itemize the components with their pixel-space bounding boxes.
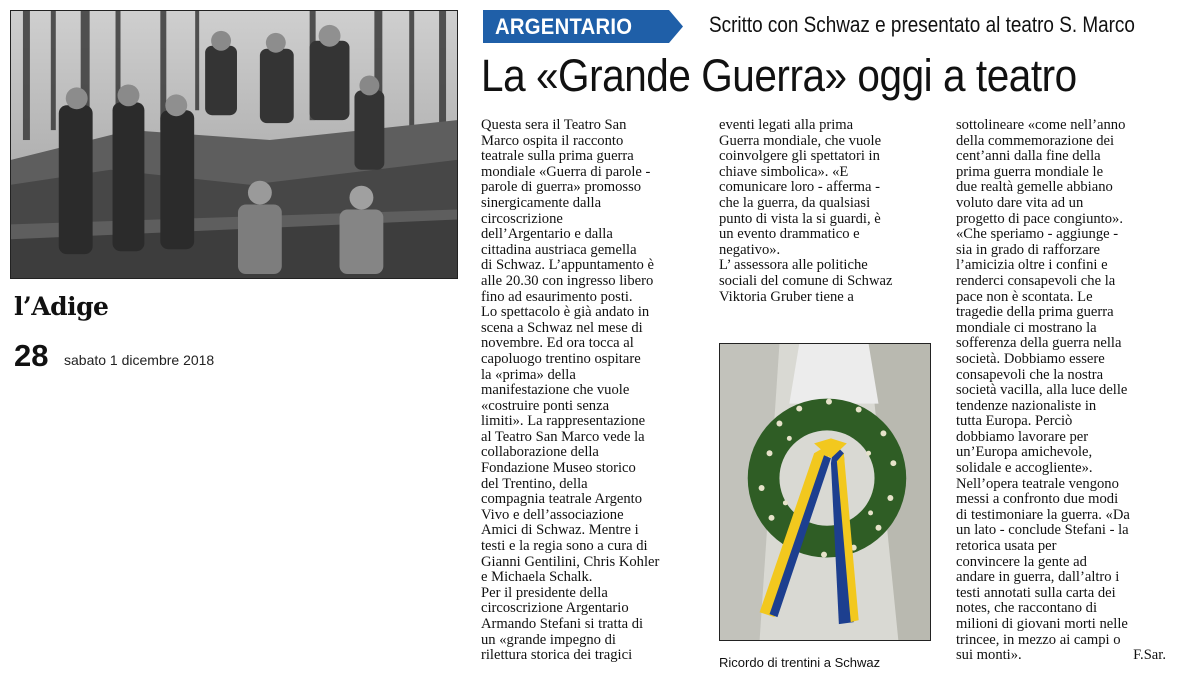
article-text-line: Fondazione Museo storico: [481, 460, 636, 477]
article-text-line: Viktoria Gruber tiene a: [719, 288, 854, 305]
article-column-3: [956, 118, 1170, 664]
article-text-line: convincere la gente ad: [956, 553, 1087, 570]
article-text-line: eventi legati alla prima: [719, 117, 854, 133]
article-text-line: sinergicamente dalla: [481, 194, 602, 211]
article-text-line: voluto dare vita ad un: [956, 194, 1084, 211]
page-date: sabato 1 dicembre 2018: [64, 352, 215, 368]
article-text-line: comunicare loro - afferma -: [719, 179, 880, 196]
article-text-line: progetto di pace congiunto».: [956, 210, 1123, 227]
article-text-line: del Trentino, della: [481, 475, 588, 492]
article-text-line: fino ad esaurimento posti.: [481, 288, 633, 305]
article-text-line: Nell’opera teatrale vengono: [956, 475, 1119, 492]
section-tag-label: ARGENTARIO: [495, 14, 633, 39]
article-text-line: un’Europa amichevole,: [956, 444, 1093, 461]
article-text-line: andare in guerra, dall’altro i: [956, 569, 1120, 586]
article-text-line: mondiale «Guerra di parole -: [481, 163, 651, 180]
article-text-line: mondiale ci mostrano la: [956, 319, 1097, 336]
article-text-line: chiave simbolica». «E: [719, 163, 849, 180]
article-text-line: punto di vista la si guardi, è: [719, 210, 881, 227]
article-text-line: sia in grado di rafforzare: [956, 241, 1100, 258]
memorial-wreath-illustration: [720, 344, 930, 640]
article-text-line: coinvolgere gli spettatori in: [719, 148, 880, 165]
article-text-line: Marco ospita il racconto: [481, 132, 624, 149]
article-text-line: sociali del comune di Schwaz: [719, 272, 893, 289]
article-text-line: sofferenza della guerra nella: [956, 335, 1122, 352]
article-text-line: rilettura storica dei tragici: [481, 647, 633, 664]
author-signature: F.Sar.: [1133, 647, 1166, 664]
article-text-line: un lato - conclude Stefani - la: [956, 522, 1129, 539]
article-text-line: compagnia teatrale Argento: [481, 491, 643, 508]
article-text-line: renderci consapevoli che la: [956, 272, 1116, 289]
article-text-line: prima guerra mondiale le: [956, 163, 1104, 180]
article-text-line: negativo».: [719, 241, 781, 258]
article-text-line: dobbiamo lavorare per: [956, 428, 1089, 445]
article-text-line: della commemorazione dei: [956, 132, 1115, 149]
photo-caption: Ricordo di trentini a Schwaz: [719, 655, 881, 670]
article-text-line: circoscrizione: [481, 210, 563, 227]
article-text-line: società vacilla, alla luce delle: [956, 382, 1128, 399]
section-tag: [483, 10, 683, 43]
article-text-line: Armando Stefani si tratta di: [481, 616, 644, 632]
article-text-line: testi annotati sulla carta dei: [956, 584, 1116, 601]
article-text-line: Lo spettacolo è già andato in: [481, 304, 650, 321]
article-text-line: due realtà gemelle abbiano: [956, 179, 1113, 196]
article-text-line: tendenze nazionaliste in: [956, 397, 1097, 414]
article-text-line: teatrale sulla prima guerra: [481, 148, 634, 165]
article-text-line: Amici di Schwaz. Mentre i: [481, 522, 639, 539]
article-text-line: notes, che raccontano di: [956, 600, 1098, 617]
article-text-line: retorica usata per: [956, 538, 1057, 555]
article-text-line: sui monti». F.Sar.: [956, 647, 1166, 664]
article-text-line: tutta Europa. Perciò: [956, 413, 1073, 430]
article-text-line: società. Dobbiamo essere: [956, 350, 1105, 367]
article-text-line: Questa sera il Teatro San: [481, 117, 627, 133]
article-text-line: Vivo e dell’associazione: [481, 506, 624, 523]
article-text-line: l’amicizia oltre i confini e: [956, 257, 1108, 274]
article-text-line: solidale e accogliente».: [956, 460, 1093, 477]
article-text-line: Guerra mondiale, che vuole: [719, 132, 882, 149]
newspaper-masthead: l’Adige: [14, 292, 109, 321]
article-text-line: «costruire ponti senza: [481, 397, 610, 414]
article-text-line: di testimoniare la guerra. «Da: [956, 506, 1130, 523]
article-text-line: collaborazione della: [481, 444, 599, 461]
article-text-line: al Teatro San Marco vede la: [481, 428, 645, 445]
article-text-line: scena a Schwaz nel mese di: [481, 319, 643, 336]
article-text-line: limiti». La rappresentazione: [481, 413, 646, 430]
article-text-line: circoscrizione Argentario: [481, 600, 629, 617]
article-headline: La «Grande Guerra» oggi a teatro: [481, 50, 1077, 101]
article-text-line: cittadina austriaca gemella: [481, 241, 637, 258]
article-text-line: capoluogo trentino ospitare: [481, 350, 641, 367]
article-column-1: [481, 118, 699, 664]
page-number: 28: [14, 338, 49, 373]
article-column-2: [719, 118, 935, 305]
article-text-line: un «grande impegno di: [481, 631, 616, 648]
article-text-line: tragedie della prima guerra: [956, 304, 1114, 321]
article-text-line: di Schwaz. L’appuntamento è: [481, 257, 654, 274]
article-text-line: che la guerra, da qualsiasi: [719, 194, 871, 211]
article-text-line: Per il presidente della: [481, 584, 608, 601]
article-text-line: milioni di giovani morti nelle: [956, 616, 1128, 632]
article-text-line: alle 20.30 con ingresso libero: [481, 272, 654, 289]
article-text-line: messi a confronto due modi: [956, 491, 1119, 508]
article-kicker: Scritto con Schwaz e presentato al teatro S. Marco: [709, 12, 1135, 37]
article-text-line: trincee, in mezzo ai campi o: [956, 631, 1121, 648]
soldiers-trench-photo: [10, 10, 458, 279]
article-text-line: manifestazione che vuole: [481, 382, 630, 399]
soldiers-trench-illustration: [11, 11, 457, 278]
memorial-wreath-photo: [719, 343, 931, 641]
article-text-line: Gianni Gentilini, Chris Kohler: [481, 553, 660, 570]
article-text-line: parole di guerra» promosso: [481, 179, 642, 196]
article-text-line: cent’anni dalla fine della: [956, 148, 1101, 165]
article-text-line: «Che speriamo - aggiunge -: [956, 226, 1119, 243]
article-text-line: consapevoli che la nostra: [956, 366, 1104, 383]
article-text-line: L’ assessora alle politiche: [719, 257, 868, 274]
article-text-line: la «prima» della: [481, 366, 576, 383]
article-text-line: pace non è scontata. Le: [956, 288, 1093, 305]
article-text-line: testi e la regia sono a cura di: [481, 538, 648, 555]
article-text-line: dell’Argentario e dalla: [481, 226, 613, 243]
article-text-line: e Michaela Schalk.: [481, 569, 593, 586]
article-text-line: novembre. Ed ora tocca al: [481, 335, 634, 352]
article-text-line: un evento drammatico e: [719, 226, 860, 243]
article-text-line: sottolineare «come nell’anno: [956, 117, 1126, 133]
